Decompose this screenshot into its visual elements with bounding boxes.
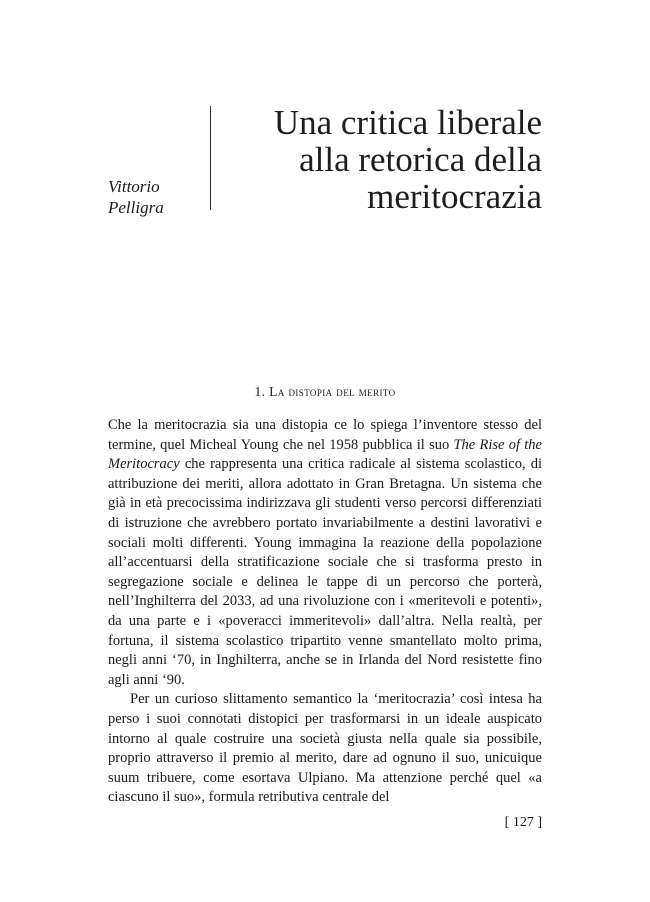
paragraph-1-text-a: Che la meritocrazia sia una distopia ce lo spiega l’inventore stesso del termine, quel Micheal Young che nel 1958 pubblica il suo [108, 417, 542, 453]
author-name [108, 176, 164, 218]
page-number: [ 127 ] [504, 815, 542, 830]
chapter-title-line-2: alla retorica della [299, 140, 542, 179]
paragraph-1 [108, 416, 542, 690]
paragraph-1-text-b: che rappresenta una critica radicale al sistema scolastico, di attribuzione dei meriti, allora adottato in Gran Bretagna. Un sistema che già in età precocissima indirizzava gli studenti verso percorsi differenziati di istruzione che avrebbero portato invariabilmente a destini lavorativi e sociali molti differenti. Young immagina la reazione della popolazione all’accentuarsi della stratificazione sociale che si trasforma presto in segregazione sociale e delinea le tappe di un percorso che porterà, nell’Inghilterra del 2033, ad una rivoluzione con i «meritevoli e potenti», da una parte e i «poveracci immeritevoli» dall’altra. Nella realtà, per fortuna, il sistema scolastico tripartito venne smantellato molto prima, negli anni ‘70, in Inghilterra, anche se in Irlanda del Nord resistette fino agli anni ‘90. [108, 456, 542, 688]
author-first-name: Vittorio [108, 177, 160, 196]
body-text [108, 416, 542, 808]
paragraph-2: Per un curioso slittamento semantico la ‘meritocrazia’ così intesa ha perso i suoi connotati distopici per trasformarsi in un ideale auspicato intorno al quale costruire una società giusta nella quale sia possibile, proprio attraverso il premio al merito, dare ad ognuno il suo, unicuique suum tribuere, come esortava Ulpiano. Ma attenzione perché quel «a ciascuno il suo», formula retributiva centrale del [108, 691, 542, 806]
author-last-name: Pelligra [108, 198, 164, 217]
chapter-title-line-3: meritocrazia [367, 177, 542, 216]
chapter-title [274, 104, 542, 215]
title-divider [210, 106, 211, 210]
book-title-italic: The Rise of the Meritocracy [108, 436, 542, 473]
section-heading: 1. La distopia del merito [254, 384, 396, 399]
chapter-title-line-1: Una critica liberale [273, 103, 542, 142]
